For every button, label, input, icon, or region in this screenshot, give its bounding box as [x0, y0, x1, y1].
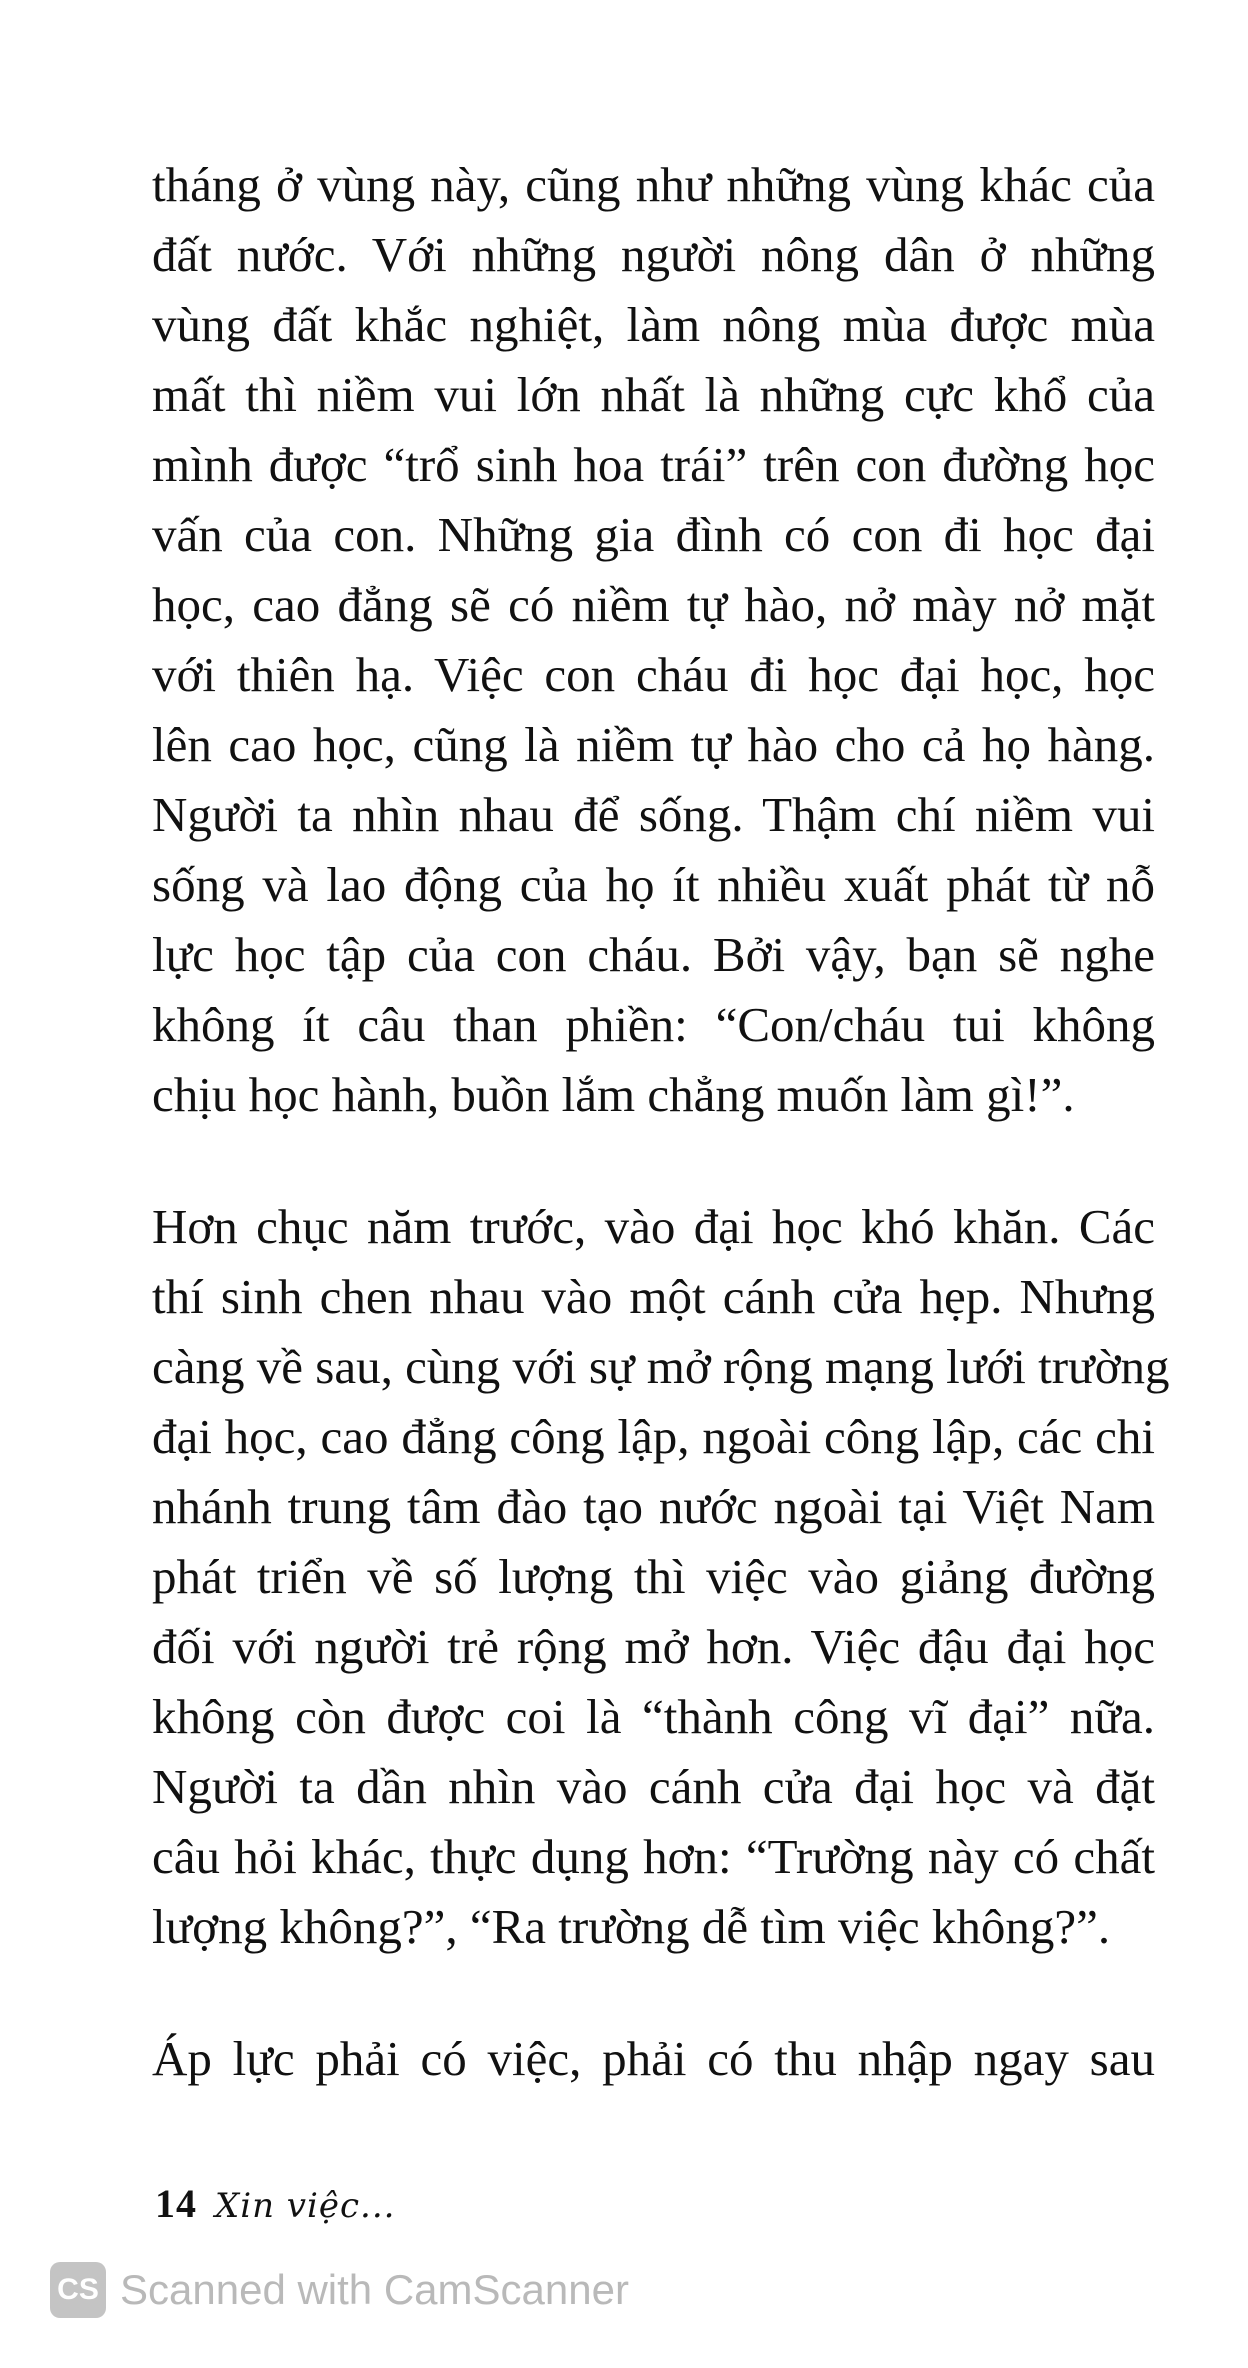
text-line: vấn của con. Những gia đình có con đi học đại: [152, 507, 1155, 562]
text-line: đối với người trẻ rộng mở hơn. Việc đậu đại học: [152, 1619, 1155, 1674]
text-line: nhánh trung tâm đào tạo nước ngoài tại Việt Nam: [152, 1479, 1155, 1534]
text-line: vùng đất khắc nghiệt, làm nông mùa được mùa: [152, 297, 1155, 352]
paragraph-gap: [152, 1130, 1155, 1192]
watermark-text: Scanned with CamScanner: [120, 2266, 629, 2313]
text-line: câu hỏi khác, thực dụng hơn: “Trường này có chất: [152, 1829, 1155, 1884]
text-line: lượng không?”, “Ra trường dễ tìm việc không?”.: [152, 1899, 1111, 1954]
text-line: Người ta nhìn nhau để sống. Thậm chí niềm vui: [152, 787, 1155, 842]
paragraph-1: [152, 150, 1155, 1130]
text-line: đại học, cao đẳng công lập, ngoài công lập, các chi: [152, 1409, 1155, 1464]
text-line: Người ta dần nhìn vào cánh cửa đại học và đặt: [152, 1759, 1155, 1814]
body-text: [152, 150, 1170, 2094]
text-line: mình được “trổ sinh hoa trái” trên con đường học: [152, 437, 1155, 492]
text-line: đất nước. Với những người nông dân ở những: [152, 227, 1155, 282]
text-line: mất thì niềm vui lớn nhất là những cực khổ của: [152, 367, 1155, 422]
text-line: với thiên hạ. Việc con cháu đi học đại học, học: [152, 647, 1155, 702]
page-footer: [155, 2180, 395, 2227]
text-line: chịu học hành, buồn lắm chẳng muốn làm gì!”.: [152, 1067, 1075, 1122]
paragraph-gap: [152, 1962, 1155, 2024]
text-line: tháng ở vùng này, cũng như những vùng khác của: [152, 157, 1155, 212]
paragraph-2: [152, 1192, 1170, 1962]
text-line: Hơn chục năm trước, vào đại học khó khăn. Các: [152, 1199, 1155, 1254]
text-line: lên cao học, cũng là niềm tự hào cho cả họ hàng.: [152, 717, 1155, 772]
text-line: lực học tập của con cháu. Bởi vậy, bạn sẽ nghe: [152, 927, 1155, 982]
camscanner-logo-icon: CS: [50, 2262, 106, 2318]
text-line: phát triển về số lượng thì việc vào giảng đường: [152, 1549, 1155, 1604]
text-line: không còn được coi là “thành công vĩ đại” nữa.: [152, 1689, 1155, 1744]
camscanner-watermark: [50, 2262, 629, 2318]
text-line: không ít câu than phiền: “Con/cháu tui không: [152, 997, 1155, 1052]
text-line: sống và lao động của họ ít nhiều xuất phát từ nỗ: [152, 857, 1155, 912]
text-line: học, cao đẳng sẽ có niềm tự hào, nở mày nở mặt: [152, 577, 1155, 632]
text-line: thí sinh chen nhau vào một cánh cửa hẹp. Nhưng: [152, 1269, 1155, 1324]
running-title: Xin việc...: [215, 2186, 396, 2226]
page-number: 14: [155, 2181, 197, 2226]
text-line: Áp lực phải có việc, phải có thu nhập ngay sau: [152, 2031, 1155, 2086]
paragraph-3: [152, 2024, 1155, 2094]
text-line: càng về sau, cùng với sự mở rộng mạng lưới trường: [152, 1339, 1170, 1394]
